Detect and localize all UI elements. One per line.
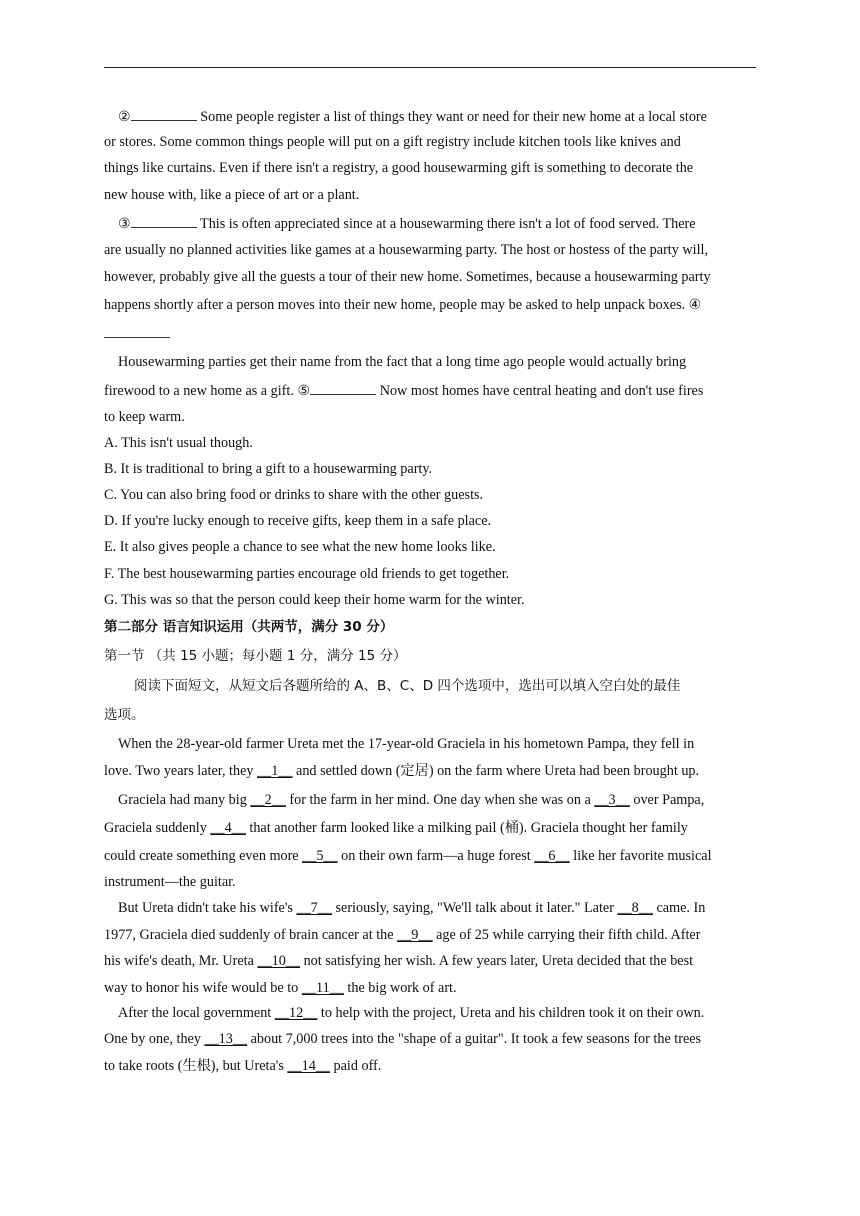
para-2-marker: ② bbox=[118, 109, 131, 125]
option-f: F. The best housewarming parties encourage old friends to get together. bbox=[104, 566, 510, 582]
option-e: E. It also gives people a chance to see what the new home looks like. bbox=[104, 539, 496, 555]
passage-line-7: But Ureta didn't take his wife's __7__ seriously, saying, "We'll talk about it later." Later __8__ came. In bbox=[118, 900, 706, 916]
passage-line-1: When the 28-year-old farmer Ureta met the 17-year-old Graciela in his hometown Pampa, they fell in bbox=[118, 736, 695, 752]
cloze-blank-8[interactable]: __8__ bbox=[617, 900, 653, 916]
answer-blank-3[interactable] bbox=[131, 212, 197, 228]
passage-line-12: One by one, they __13__ about 7,000 trees into the "shape of a guitar". It took a few seasons for the trees bbox=[104, 1031, 702, 1047]
option-c: C. You can also bring food or drinks to share with the other guests. bbox=[104, 487, 484, 503]
answer-blank-4[interactable] bbox=[104, 322, 170, 338]
answer-blank-2[interactable] bbox=[131, 105, 197, 121]
option-b: B. It is traditional to bring a gift to a housewarming party. bbox=[104, 461, 433, 477]
passage-line-8: 1977, Graciela died suddenly of brain cancer at the __9__ age of 25 while carrying their fifth child. After bbox=[104, 927, 701, 943]
cloze-blank-3[interactable]: __3__ bbox=[594, 792, 630, 808]
cloze-blank-13[interactable]: __13__ bbox=[204, 1031, 248, 1047]
cloze-blank-9[interactable]: __9__ bbox=[397, 927, 433, 943]
cloze-blank-10[interactable]: __10__ bbox=[257, 953, 301, 969]
passage-line-5: could create something even more __5__ on their own farm—a huge forest __6__ like her favorite musical bbox=[104, 848, 712, 864]
para-3-line-3: however, probably give all the guests a tour of their new home. Sometimes, because a housewarming party bbox=[104, 269, 711, 285]
para-2-line-1: ② Some people register a list of things they want or need for their new home at a local store bbox=[118, 105, 707, 125]
passage-line-2: love. Two years later, they __1__ and settled down (定居) on the farm where Ureta had been brought up. bbox=[104, 763, 700, 779]
header-rule bbox=[104, 67, 756, 68]
instruction-line-2: 选项。 bbox=[104, 707, 145, 723]
cloze-blank-2[interactable]: __2__ bbox=[250, 792, 286, 808]
option-d: D. If you're lucky enough to receive gifts, keep them in a safe place. bbox=[104, 513, 492, 529]
para-3-line-4: happens shortly after a person moves into their new home, people may be asked to help unpack boxes. ④ bbox=[104, 297, 702, 313]
para-4-blank-line bbox=[104, 322, 170, 342]
para-2-line-2: or stores. Some common things people will put on a gift registry include kitchen tools like knives and bbox=[104, 134, 681, 150]
cloze-blank-1[interactable]: __1__ bbox=[257, 763, 293, 779]
passage-line-3: Graciela had many big __2__ for the farm in her mind. One day when she was on a __3__ over Pampa, bbox=[118, 792, 705, 808]
answer-blank-5[interactable] bbox=[310, 379, 376, 395]
passage-line-6: instrument—the guitar. bbox=[104, 874, 236, 890]
part-two-heading: 第二部分 语言知识运用（共两节，满分 30 分） bbox=[104, 619, 394, 635]
option-a: A. This isn't usual though. bbox=[104, 435, 253, 451]
cloze-blank-6[interactable]: __6__ bbox=[534, 848, 570, 864]
cloze-blank-11[interactable]: __11__ bbox=[301, 980, 344, 996]
para-2-line-4: new house with, like a piece of art or a plant. bbox=[104, 187, 360, 203]
instruction-line-1: 阅读下面短文，从短文后各题所给的 A、B、C、D 四个选项中，选出可以填入空白处的最佳 bbox=[134, 678, 681, 694]
option-g: G. This was so that the person could keep their home warm for the winter. bbox=[104, 592, 525, 608]
para-5-line-3: to keep warm. bbox=[104, 409, 185, 425]
cloze-blank-12[interactable]: __12__ bbox=[274, 1005, 318, 1021]
para-3-marker: ③ bbox=[118, 216, 131, 232]
para-3-line-1: ③ This is often appreciated since at a housewarming there isn't a lot of food served. There bbox=[118, 212, 696, 232]
passage-line-9: his wife's death, Mr. Ureta __10__ not satisfying her wish. A few years later, Ureta decided that the best bbox=[104, 953, 694, 969]
passage-line-10: way to honor his wife would be to __11__ the big work of art. bbox=[104, 980, 457, 996]
cloze-blank-14[interactable]: __14__ bbox=[287, 1058, 330, 1074]
para-5-line-2: firewood to a new home as a gift. ⑤ Now most homes have central heating and don't use fires bbox=[104, 379, 703, 399]
passage-line-13: to take roots (生根), but Ureta's __14__ paid off. bbox=[104, 1058, 382, 1074]
section-one-heading: 第一节 （共 15 小题；每小题 1 分，满分 15 分） bbox=[104, 648, 407, 664]
passage-line-11: After the local government __12__ to help with the project, Ureta and his children took it on their own. bbox=[118, 1005, 705, 1021]
passage-line-4: Graciela suddenly __4__ that another farm looked like a milking pail (桶). Graciela thought her family bbox=[104, 820, 688, 836]
para-2-line-3: things like curtains. Even if there isn't a registry, a good housewarming gift is something to decorate the bbox=[104, 160, 694, 176]
cloze-blank-5[interactable]: __5__ bbox=[302, 848, 338, 864]
para-5-line-1: Housewarming parties get their name from the fact that a long time ago people would actually bring bbox=[118, 354, 687, 370]
cloze-blank-4[interactable]: __4__ bbox=[210, 820, 246, 836]
para-3-line-2: are usually no planned activities like games at a housewarming party. The host or hostess of the party will, bbox=[104, 242, 708, 258]
cloze-blank-7[interactable]: __7__ bbox=[296, 900, 332, 916]
